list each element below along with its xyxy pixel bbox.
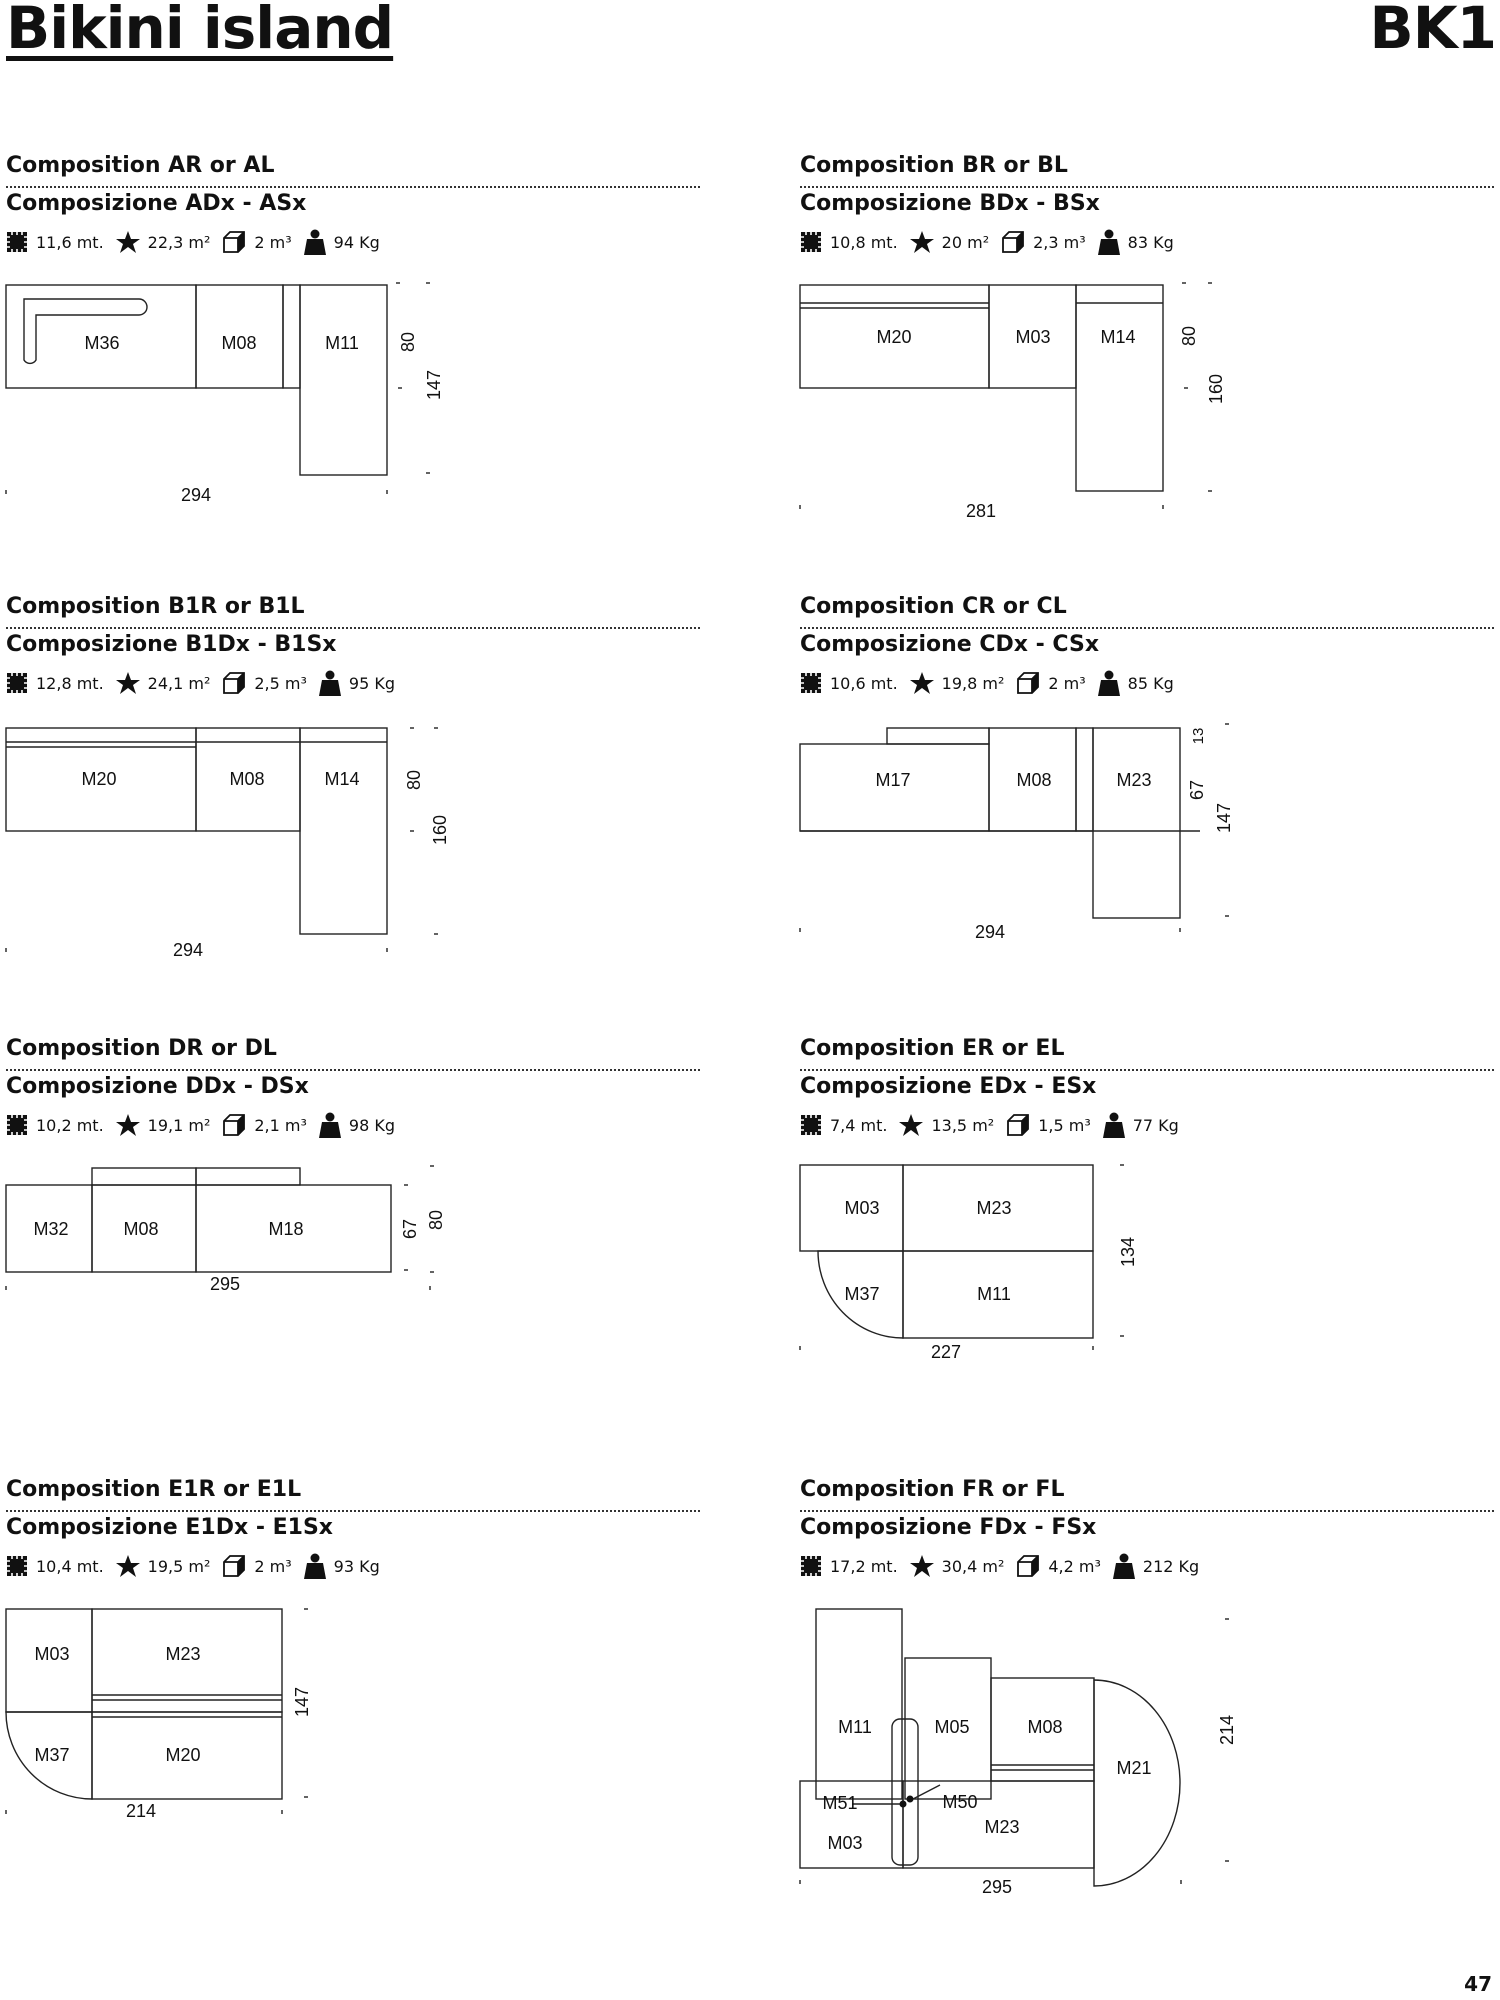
volume-value: 4,2 m³ [1048, 1556, 1101, 1576]
volume-spec [1001, 230, 1086, 254]
module-label: M03 [1015, 327, 1051, 347]
composition-title-it: Composizione BDx - BSx [800, 191, 1100, 216]
module-label: M03 [827, 1833, 863, 1853]
module-label: M05 [934, 1717, 970, 1737]
sofa-module-outline [1093, 728, 1180, 918]
area-value: 19,1 m² [147, 1115, 211, 1135]
star-icon [116, 1555, 140, 1577]
module-label: M51 [822, 1793, 858, 1813]
backrest-outline [283, 285, 300, 388]
composition-title-it: Composizione FDx - FSx [800, 1515, 1097, 1540]
volume-spec [222, 671, 307, 695]
star-icon [910, 672, 934, 694]
weight-icon [1098, 670, 1120, 696]
volume-value: 1,5 m³ [1038, 1115, 1091, 1135]
composition-title-en: Composition AR or AL [6, 153, 275, 178]
weight-spec [1113, 1553, 1199, 1579]
depth-dimension: 80 [1179, 325, 1199, 347]
module-label: M20 [81, 769, 117, 789]
area-value: 22,3 m² [147, 232, 211, 252]
module-label: M32 [33, 1219, 69, 1239]
composition-title-it: Composizione DDx - DSx [6, 1074, 309, 1099]
volume-value: 2,5 m³ [254, 673, 307, 693]
star-icon [910, 231, 934, 253]
module-label: M23 [984, 1817, 1020, 1837]
width-dimension: 294 [180, 485, 212, 505]
module-label: M37 [34, 1745, 70, 1765]
module-label: M14 [1100, 327, 1136, 347]
module-label: M20 [876, 327, 912, 347]
composition-title-en: Composition ER or EL [800, 1036, 1065, 1061]
box-icon [222, 230, 246, 254]
composition-e1 [6, 1477, 706, 1877]
box-icon [222, 671, 246, 695]
volume-spec [222, 230, 291, 254]
weight-icon [1113, 1553, 1135, 1579]
weight-spec [304, 229, 380, 255]
dotted-divider [800, 1069, 1494, 1071]
connector-dot [907, 1796, 914, 1803]
module-label: M17 [875, 770, 911, 790]
half-round-outline [1094, 1680, 1180, 1886]
weight-value: 95 Kg [348, 673, 395, 693]
weight-value: 83 Kg [1127, 232, 1174, 252]
floor-plan [6, 1148, 706, 1308]
length-spec [800, 1114, 887, 1136]
weight-value: 94 Kg [333, 232, 380, 252]
tape-icon [6, 1114, 28, 1136]
floor-plan [6, 265, 706, 515]
sofa-module-outline [300, 285, 387, 475]
composition-title-en: Composition CR or CL [800, 594, 1067, 619]
box-icon [1016, 671, 1040, 695]
weight-value: 212 Kg [1142, 1556, 1200, 1576]
floor-plan [800, 1589, 1500, 1897]
module-label: M08 [221, 333, 257, 353]
length-value: 10,2 mt. [36, 1115, 104, 1135]
volume-spec [1006, 1113, 1091, 1137]
dotted-divider [800, 1510, 1494, 1512]
depth-dimension: 80 [398, 331, 418, 353]
sofa-module-outline [1076, 285, 1163, 491]
length-spec [6, 1555, 104, 1577]
composition-title-en: Composition E1R or E1L [6, 1477, 302, 1502]
volume-spec [1016, 671, 1085, 695]
volume-spec [222, 1113, 307, 1137]
composition-b [800, 153, 1500, 553]
module-label: M08 [229, 769, 265, 789]
box-icon [1006, 1113, 1030, 1137]
page-title: Bikini island [6, 0, 394, 62]
length-value: 7,4 mt. [830, 1115, 888, 1135]
box-icon [222, 1113, 246, 1137]
dotted-divider [800, 186, 1494, 188]
weight-value: 98 Kg [348, 1115, 395, 1135]
width-dimension: 281 [965, 501, 997, 521]
area-spec [116, 1114, 211, 1136]
length-value: 10,8 mt. [830, 232, 898, 252]
armrest-outline [24, 299, 147, 363]
volume-value: 2,1 m³ [254, 1115, 307, 1135]
floor-plan [800, 265, 1500, 525]
area-value: 19,5 m² [147, 1556, 211, 1576]
area-spec [910, 672, 1005, 694]
composition-title-en: Composition BR or BL [800, 153, 1068, 178]
backrest-outline [92, 1168, 196, 1185]
box-icon [1001, 230, 1025, 254]
length-value: 12,8 mt. [36, 673, 104, 693]
spec-row [6, 1112, 407, 1138]
weight-value: 85 Kg [1127, 673, 1174, 693]
floor-plan [6, 1589, 706, 1829]
length-spec [800, 1555, 898, 1577]
length-spec [800, 672, 898, 694]
volume-value: 2,3 m³ [1033, 232, 1086, 252]
depth-dimension: 160 [1206, 373, 1226, 405]
weight-icon [1103, 1112, 1125, 1138]
spec-row [800, 229, 1186, 255]
floor-plan [800, 1148, 1500, 1362]
area-value: 20 m² [941, 232, 990, 252]
sofa-module-outline [300, 728, 387, 934]
depth-dimension: 147 [1214, 802, 1234, 834]
composition-title-en: Composition B1R or B1L [6, 594, 305, 619]
area-value: 30,4 m² [941, 1556, 1005, 1576]
spec-row [6, 229, 392, 255]
area-spec [116, 672, 211, 694]
spec-row [6, 1553, 392, 1579]
module-label: M08 [1027, 1717, 1063, 1737]
volume-spec [1016, 1554, 1101, 1578]
backrest-outline [887, 728, 989, 744]
star-icon [899, 1114, 923, 1136]
dotted-divider [6, 1069, 700, 1071]
module-label: M36 [84, 333, 120, 353]
depth-dimension: 67 [400, 1218, 420, 1240]
star-icon [116, 1114, 140, 1136]
tape-icon [800, 672, 822, 694]
length-value: 10,4 mt. [36, 1556, 104, 1576]
floor-plan [800, 706, 1500, 966]
length-spec [800, 231, 898, 253]
module-label: M50 [942, 1792, 978, 1812]
depth-dimension: 147 [292, 1686, 312, 1718]
area-spec [910, 1555, 1005, 1577]
tape-icon [800, 231, 822, 253]
width-dimension: 294 [172, 940, 204, 960]
area-spec [910, 231, 989, 253]
length-value: 10,6 mt. [830, 673, 898, 693]
width-dimension: 294 [974, 922, 1006, 942]
sofa-module-outline [816, 1609, 902, 1799]
dotted-divider [6, 1510, 700, 1512]
floor-plan [6, 706, 706, 966]
module-label: M23 [165, 1644, 201, 1664]
spec-row [800, 670, 1186, 696]
weight-value: 77 Kg [1132, 1115, 1179, 1135]
composition-title-it: Composizione B1Dx - B1Sx [6, 632, 337, 657]
composition-title-it: Composizione CDx - CSx [800, 632, 1100, 657]
volume-value: 2 m³ [1048, 673, 1086, 693]
weight-value: 93 Kg [333, 1556, 380, 1576]
tape-icon [6, 231, 28, 253]
composition-e [800, 1036, 1500, 1436]
dotted-divider [800, 627, 1494, 629]
width-dimension: 295 [981, 1877, 1013, 1897]
module-label: M08 [123, 1219, 159, 1239]
depth-dimension: 80 [426, 1209, 446, 1231]
volume-value: 2 m³ [254, 1556, 292, 1576]
spec-row [800, 1112, 1191, 1138]
module-label: M23 [976, 1198, 1012, 1218]
product-code: BK1 [1369, 0, 1496, 62]
length-value: 17,2 mt. [830, 1556, 898, 1576]
module-label: M03 [34, 1644, 70, 1664]
volume-value: 2 m³ [254, 232, 292, 252]
dotted-divider [6, 186, 700, 188]
length-spec [6, 1114, 104, 1136]
tape-icon [6, 1555, 28, 1577]
weight-icon [304, 229, 326, 255]
dotted-divider [6, 627, 700, 629]
composition-title-it: Composizione E1Dx - E1Sx [6, 1515, 333, 1540]
backrest-outline [196, 1168, 300, 1185]
composition-a [6, 153, 706, 553]
area-spec [116, 1555, 211, 1577]
star-icon [116, 231, 140, 253]
composition-d [6, 1036, 706, 1436]
area-value: 13,5 m² [931, 1115, 995, 1135]
module-label: M11 [977, 1284, 1011, 1304]
weight-spec [319, 670, 395, 696]
weight-spec [1103, 1112, 1179, 1138]
composition-b1 [6, 594, 706, 994]
composition-title-it: Composizione ADx - ASx [6, 191, 307, 216]
tape-icon [6, 672, 28, 694]
module-label: M21 [1116, 1758, 1152, 1778]
weight-icon [304, 1553, 326, 1579]
spec-row [6, 670, 407, 696]
area-value: 24,1 m² [147, 673, 211, 693]
spec-row [800, 1553, 1211, 1579]
area-spec [116, 231, 211, 253]
composition-c [800, 594, 1500, 994]
width-dimension: 227 [930, 1342, 962, 1362]
module-label: M03 [844, 1198, 880, 1218]
depth-dimension: 147 [424, 369, 444, 401]
module-label: M18 [268, 1219, 304, 1239]
module-label: M37 [844, 1284, 880, 1304]
connector-dot [900, 1801, 907, 1808]
module-label: M20 [165, 1745, 201, 1765]
module-label: M23 [1116, 770, 1152, 790]
page-number: 47 [1464, 1972, 1492, 1996]
composition-title-it: Composizione EDx - ESx [800, 1074, 1097, 1099]
module-label: M11 [325, 333, 359, 353]
depth-dimension: 214 [1217, 1714, 1237, 1746]
weight-spec [1098, 229, 1174, 255]
weight-spec [1098, 670, 1174, 696]
composition-title-en: Composition FR or FL [800, 1477, 1065, 1502]
depth-dimension: 67 [1187, 779, 1207, 801]
weight-spec [319, 1112, 395, 1138]
length-spec [6, 672, 104, 694]
star-icon [910, 1555, 934, 1577]
module-label: M08 [1016, 770, 1052, 790]
box-icon [1016, 1554, 1040, 1578]
length-value: 11,6 mt. [36, 232, 104, 252]
volume-spec [222, 1554, 291, 1578]
depth-dimension: 160 [430, 814, 450, 846]
depth-dimension: 80 [404, 769, 424, 791]
width-dimension: 295 [209, 1274, 241, 1294]
depth-dimension: 134 [1118, 1236, 1138, 1268]
area-spec [899, 1114, 994, 1136]
module-label: M14 [324, 769, 360, 789]
area-value: 19,8 m² [941, 673, 1005, 693]
width-dimension: 214 [125, 1801, 157, 1821]
composition-title-en: Composition DR or DL [6, 1036, 277, 1061]
weight-icon [1098, 229, 1120, 255]
weight-spec [304, 1553, 380, 1579]
star-icon [116, 672, 140, 694]
composition-f [800, 1477, 1500, 1897]
length-spec [6, 231, 104, 253]
backrest-outline [1076, 728, 1093, 831]
box-icon [222, 1554, 246, 1578]
tape-icon [800, 1555, 822, 1577]
module-label: M11 [838, 1717, 872, 1737]
tape-icon [800, 1114, 822, 1136]
weight-icon [319, 1112, 341, 1138]
depth-dimension: 13 [1190, 727, 1207, 745]
weight-icon [319, 670, 341, 696]
